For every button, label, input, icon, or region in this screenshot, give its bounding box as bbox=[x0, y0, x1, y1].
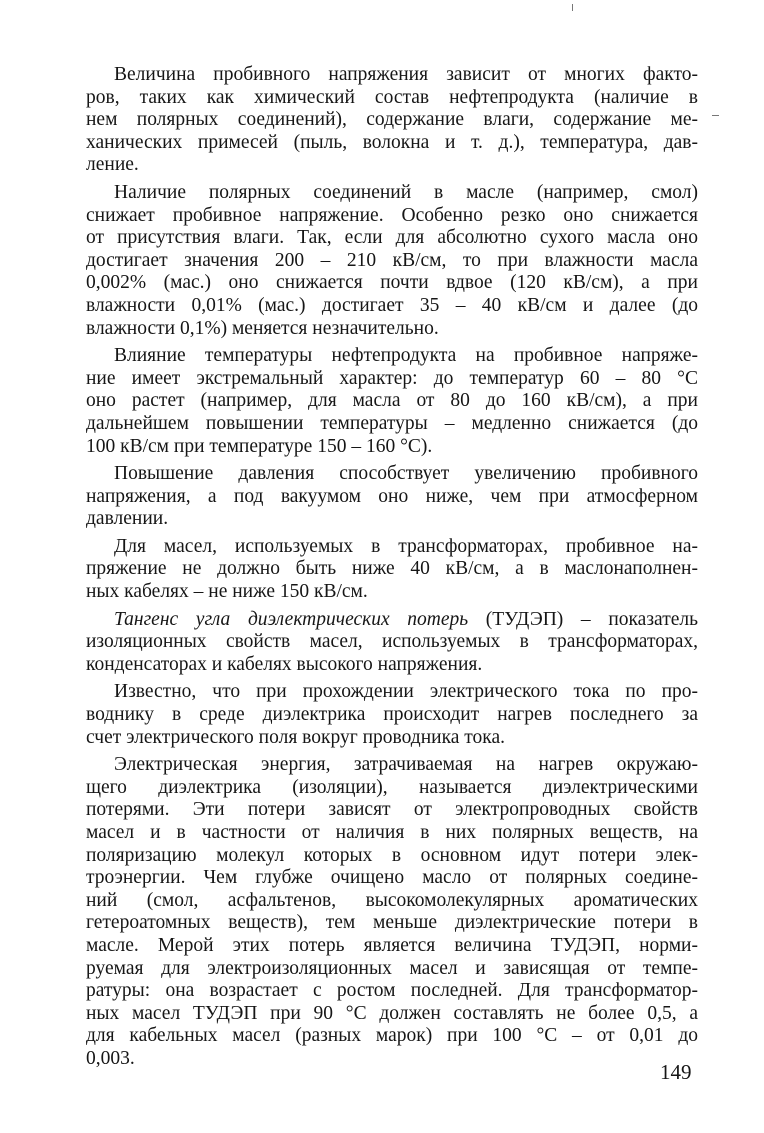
text-line: ных масел ТУДЭП при 90 °С должен составлять не более 0,5, а bbox=[86, 1002, 698, 1024]
text-line: дальнейшем повышении температуры – медленно снижается (до bbox=[86, 412, 698, 434]
text-line: нем полярных соединений), содержание влаги, содержание ме- bbox=[86, 109, 698, 131]
text-line: изоляционных свойств масел, используемых в трансформаторах, bbox=[86, 631, 698, 653]
text-line: потерями. Эти потери зависят от электропроводных свойств bbox=[86, 799, 698, 821]
text-line: 0,003. bbox=[86, 1047, 135, 1069]
text-line: ханических примесей (пыль, волокна и т. д.), температура, дав- bbox=[86, 131, 698, 153]
paragraph-dielectric-losses bbox=[86, 754, 698, 1070]
text-line: пряжение не должно быть ниже 40 кВ/см, а в маслонаполнен- bbox=[86, 558, 698, 580]
text-line: масел и в частности от наличия в них полярных веществ, на bbox=[86, 822, 698, 843]
text-line: руемая для электроизоляционных масел и зависящая от темпе- bbox=[86, 957, 698, 979]
text-line: Влияние температуры нефтепродукта на пробивное напряже- bbox=[114, 345, 698, 367]
text-line: Величина пробивного напряжения зависит от многих факто- bbox=[114, 64, 698, 85]
text-line: щего диэлектрика (изоляции), называется диэлектрическими bbox=[86, 776, 698, 798]
text-line: Известно, что при прохождении электрического тока по про- bbox=[114, 681, 698, 703]
text-line: влажности 0,1%) меняется незначительно. bbox=[86, 317, 439, 339]
text-line: поляризацию молекул которых в основном идут потери элек- bbox=[86, 844, 698, 866]
text-line: 0,002% (мас.) оно снижается почти вдвое (120 кВ/см), а при bbox=[86, 272, 698, 294]
text-line: конденсаторах и кабелях высокого напряжения. bbox=[86, 653, 483, 675]
paragraph-breakdown-voltage-factors bbox=[86, 64, 698, 177]
text-line: ратуры: она возрастает с ростом последней. Для трансформатор- bbox=[86, 980, 698, 1002]
text-line: давлении. bbox=[86, 508, 169, 530]
text-line: Для масел, используемых в трансформаторах, пробивное на- bbox=[114, 535, 698, 557]
scan-mark bbox=[572, 4, 573, 11]
text-line: ний (смол, асфальтенов, высокомолекулярных ароматических bbox=[86, 889, 698, 911]
page-number: 149 bbox=[660, 1060, 692, 1084]
text-line: ние имеет экстремальный характер: до температур 60 – 80 °С bbox=[86, 367, 698, 389]
text-line: оно растет (например, для масла от 80 до 160 кВ/см), а при bbox=[86, 390, 698, 412]
text-line: снижает пробивное напряжение. Особенно резко оно снижается bbox=[86, 204, 698, 226]
paragraph-pressure-influence bbox=[86, 463, 698, 531]
paragraph-polar-compounds bbox=[86, 182, 698, 340]
term-italic: Тангенс угла диэлектрических потерь bbox=[114, 608, 469, 630]
text-line bbox=[86, 609, 698, 632]
text-line: гетероатомных веществ), тем меньше диэлектрические потери в bbox=[86, 912, 698, 934]
text-line: ных кабелях – не ниже 150 кВ/см. bbox=[86, 581, 368, 603]
text-line: троэнергии. Чем глубже очищено масло от полярных соедине- bbox=[86, 867, 698, 889]
scan-mark bbox=[712, 115, 719, 116]
text-line: влажности 0,01% (мас.) достигает 35 – 40 кВ/см и далее (до bbox=[86, 294, 698, 316]
paragraph-temperature-influence bbox=[86, 345, 698, 458]
text-line: ление. bbox=[86, 154, 139, 176]
paragraph-conductor-heating bbox=[86, 681, 698, 749]
paragraph-transformer-requirements bbox=[86, 536, 698, 604]
text-line: напряжения, а под вакуумом оно ниже, чем при атмосферном bbox=[86, 485, 698, 507]
text-line: Электрическая энергия, затрачиваемая на нагрев окружаю- bbox=[114, 754, 698, 776]
text-line: счет электрического поля вокруг проводника тока. bbox=[86, 726, 506, 748]
term-rest: (ТУДЭП) – показатель bbox=[468, 608, 698, 630]
text-line: от присутствия влаги. Так, если для абсолютно сухого масла оно bbox=[86, 227, 698, 249]
text-line: Наличие полярных соединений в масле (например, смол) bbox=[114, 181, 698, 203]
page-body bbox=[86, 64, 698, 1076]
text-line: для кабельных масел (разных марок) при 100 °С – от 0,01 до bbox=[86, 1025, 698, 1047]
text-line: 100 кВ/см при температуре 150 – 160 °С). bbox=[86, 435, 433, 457]
text-line: Повышение давления способствует увеличению пробивного bbox=[114, 463, 698, 485]
text-line: масле. Мерой этих потерь является величина ТУДЭП, норми- bbox=[86, 934, 698, 956]
text-line: воднику в среде диэлектрика происходит нагрев последнего за bbox=[86, 704, 698, 726]
paragraph-dielectric-loss-tangent bbox=[86, 609, 698, 677]
text-line: ров, таких как химический состав нефтепродукта (наличие в bbox=[86, 86, 698, 108]
text-line: достигает значения 200 – 210 кВ/см, то при влажности масла bbox=[86, 249, 698, 271]
